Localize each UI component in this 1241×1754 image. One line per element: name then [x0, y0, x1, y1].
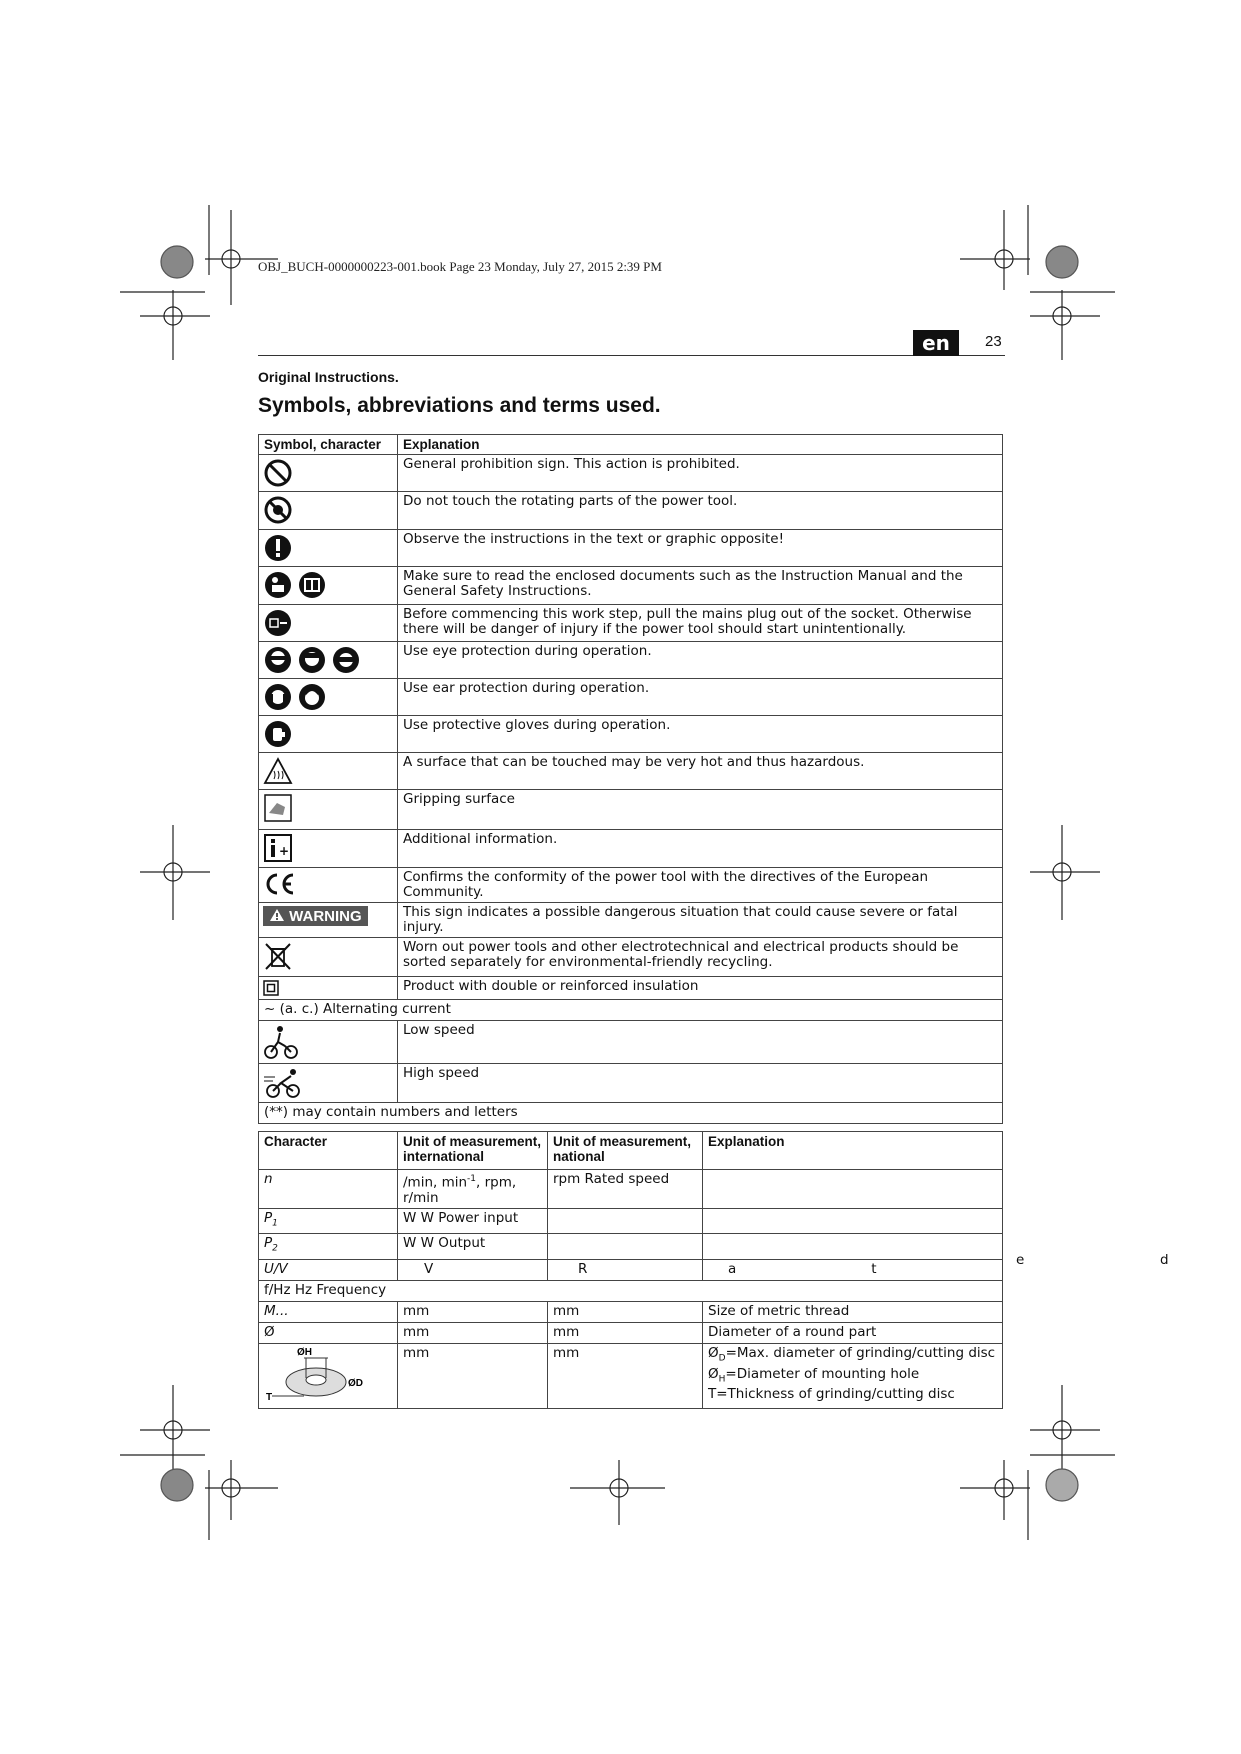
frequency-row: f/Hz Hz Frequency [259, 1280, 1003, 1301]
table-row [259, 642, 1003, 679]
double-insulation-icon [263, 980, 279, 996]
explanation-text: A surface that can be touched may be very hot and thus hazardous. [398, 753, 1003, 790]
char-text: P [264, 1209, 273, 1226]
table-row [259, 1208, 1003, 1234]
expl-cell [703, 1259, 1003, 1280]
table-row [259, 567, 1003, 605]
char-cell: Ø [259, 1322, 398, 1343]
table-row [259, 1000, 1003, 1021]
explanation-text: Product with double or reinforced insulation [398, 977, 1003, 1000]
header-unit-intl-line2: international [403, 1149, 485, 1164]
expl-symbol: Ø [708, 1365, 719, 1382]
char-cell [259, 1234, 398, 1260]
intl-cell: W W Power input [398, 1208, 548, 1234]
table-row [259, 1170, 1003, 1209]
expl-text: =Max. diameter of grinding/cutting disc [725, 1344, 996, 1361]
header-character: Character [259, 1132, 398, 1170]
table-header-row [259, 435, 1003, 455]
table-row [259, 605, 1003, 642]
national-cell: mm [548, 1322, 703, 1343]
ear-muffs-icon [297, 682, 327, 712]
low-speed-icon [263, 1024, 299, 1060]
warning-triangle-icon [269, 908, 285, 922]
explanation-text: Low speed [398, 1021, 1003, 1064]
national-cell [548, 1208, 703, 1234]
explanation-text: General prohibition sign. This action is prohibited. [398, 455, 1003, 492]
explanation-text: Use ear protection during operation. [398, 679, 1003, 716]
table-row [259, 1103, 1003, 1124]
original-instructions-label: Original Instructions. [258, 369, 399, 385]
disc-diameter-line [708, 1346, 997, 1367]
disc-label-h: ØH [297, 1346, 312, 1358]
explanation-text: Gripping surface [398, 790, 1003, 830]
national-cell: rpm Rated speed [548, 1170, 703, 1209]
char-cell [259, 1343, 398, 1408]
expl-cell [703, 1208, 1003, 1234]
header-unit-intl-line1: Unit of measurement, [403, 1134, 542, 1149]
face-shield-icon [297, 645, 327, 675]
table-row [259, 1021, 1003, 1064]
explanation-text: Make sure to read the enclosed documents such as the Instruction Manual and the General Safety Instructions. [398, 567, 1003, 605]
header-unit-international [398, 1132, 548, 1170]
disc-label-t: T [266, 1391, 273, 1402]
svg-text:+: + [279, 844, 290, 858]
explanation-text: Worn out power tools and other electrotechnical and electrical products should be sorted separately for environmental-friendly recycling. [398, 938, 1003, 977]
exclamation-icon [263, 533, 293, 563]
expl-cell [703, 1343, 1003, 1408]
table-row [259, 679, 1003, 716]
char-text: P [264, 1235, 273, 1252]
header-rule [258, 355, 1005, 356]
table-row [259, 1301, 1003, 1322]
expl-cell: Size of metric thread [703, 1301, 1003, 1322]
explanation-text: Do not touch the rotating parts of the power tool. [398, 492, 1003, 530]
crossed-bin-icon [263, 941, 293, 971]
expl-cell [703, 1234, 1003, 1260]
explanation-text: This sign indicates a possible dangerous situation that could cause severe or fatal injury. [398, 903, 1003, 938]
char-cell: M... [259, 1301, 398, 1322]
language-badge: en [913, 330, 959, 356]
hole-diameter-line [708, 1367, 997, 1388]
table-row [259, 977, 1003, 1000]
explanation-text: Use eye protection during operation. [398, 642, 1003, 679]
stray-letter-e: e [1016, 1252, 1025, 1268]
table-row [259, 1259, 1003, 1280]
table-row [259, 1322, 1003, 1343]
table-row [259, 938, 1003, 977]
explanation-text: Observe the instructions in the text or graphic opposite! [398, 530, 1003, 567]
expl-sub: H [718, 1374, 726, 1385]
table-row [259, 1064, 1003, 1103]
high-speed-icon [263, 1067, 303, 1099]
intl-cell: W W Output [398, 1234, 548, 1260]
expl-sub: D [718, 1353, 726, 1364]
header-unit-national-line1: Unit of measurement, [553, 1134, 692, 1149]
char-cell [259, 1208, 398, 1234]
explanation-text: Confirms the conformity of the power tool with the directives of the European Community. [398, 868, 1003, 903]
read-manual-icon [263, 570, 293, 600]
table-row [259, 868, 1003, 903]
explanation-text: Before commencing this work step, pull the mains plug out of the socket. Otherwise there will be danger of injury if the power tool should start unintentionally. [398, 605, 1003, 642]
grinding-disc-diagram [264, 1346, 364, 1402]
expl-cell: Diameter of a round part [703, 1322, 1003, 1343]
intl-sup: -1 [467, 1174, 477, 1184]
intl-text: /min, min [403, 1174, 468, 1191]
table-row [259, 1280, 1003, 1301]
explanation-text: High speed [398, 1064, 1003, 1103]
char-sub: 1 [272, 1218, 278, 1229]
symbols-table [258, 434, 1003, 1124]
header-unit-national-line2: national [553, 1149, 605, 1164]
header-unit-national [548, 1132, 703, 1170]
intl-cell: mm [398, 1322, 548, 1343]
table-row [259, 492, 1003, 530]
goggles-icon [331, 645, 361, 675]
ce-mark-icon [263, 871, 297, 897]
expl-cell [703, 1170, 1003, 1209]
info-icon [263, 833, 293, 863]
table-row [259, 790, 1003, 830]
header-explanation: Explanation [703, 1132, 1003, 1170]
national-cell [548, 1234, 703, 1260]
table-row [259, 903, 1003, 938]
units-table [258, 1131, 1003, 1409]
ear-protection-icon [263, 682, 293, 712]
book-icon [297, 570, 327, 600]
expl-text: =Diameter of mounting hole [725, 1365, 920, 1382]
unplug-icon [263, 608, 293, 638]
page-number: 23 [985, 333, 1002, 350]
table-row [259, 530, 1003, 567]
footnote-row: (**) may contain numbers and letters [259, 1103, 1003, 1124]
eye-protection-icon [263, 645, 293, 675]
table-row [259, 1343, 1003, 1408]
char-cell: U/V [259, 1259, 398, 1280]
no-touch-rotating-icon [263, 495, 293, 525]
expl-symbol: Ø [708, 1344, 719, 1361]
national-cell: R [548, 1259, 703, 1280]
warning-label [263, 906, 368, 926]
char-sub: 2 [272, 1243, 278, 1254]
header-explanation: Explanation [398, 435, 1003, 455]
warning-label-text: WARNING [289, 908, 362, 925]
hot-surface-icon [263, 756, 293, 786]
expl-letter-a: a [728, 1260, 737, 1277]
explanation-text: Additional information. [398, 830, 1003, 868]
table-row [259, 716, 1003, 753]
disc-label-d: ØD [348, 1377, 363, 1389]
alternating-current-row: ~ (a. c.) Alternating current [259, 1000, 1003, 1021]
char-cell: n [259, 1170, 398, 1209]
gloves-icon [263, 719, 293, 749]
table-row [259, 455, 1003, 492]
stray-letter-d: d [1160, 1252, 1169, 1268]
table-row [259, 1234, 1003, 1260]
table-row [259, 830, 1003, 868]
intl-cell: mm [398, 1301, 548, 1322]
header-symbol: Symbol, character [259, 435, 398, 455]
print-header-line: OBJ_BUCH-0000000223-001.book Page 23 Monday, July 27, 2015 2:39 PM [258, 259, 662, 274]
intl-cell: V [398, 1259, 548, 1280]
thickness-line: T=Thickness of grinding/cutting disc [708, 1386, 955, 1403]
explanation-text: Use protective gloves during operation. [398, 716, 1003, 753]
intl-rest: , rpm, r/min [403, 1174, 517, 1206]
page-title: Symbols, abbreviations and terms used. [258, 394, 661, 417]
expl-letter-t: t [871, 1260, 877, 1277]
table-header-row [259, 1132, 1003, 1170]
national-cell: mm [548, 1301, 703, 1322]
prohibition-icon [263, 458, 293, 488]
gripping-surface-icon [263, 793, 293, 823]
table-row [259, 753, 1003, 790]
national-cell: mm [548, 1343, 703, 1408]
intl-cell [398, 1170, 548, 1209]
intl-cell: mm [398, 1343, 548, 1408]
